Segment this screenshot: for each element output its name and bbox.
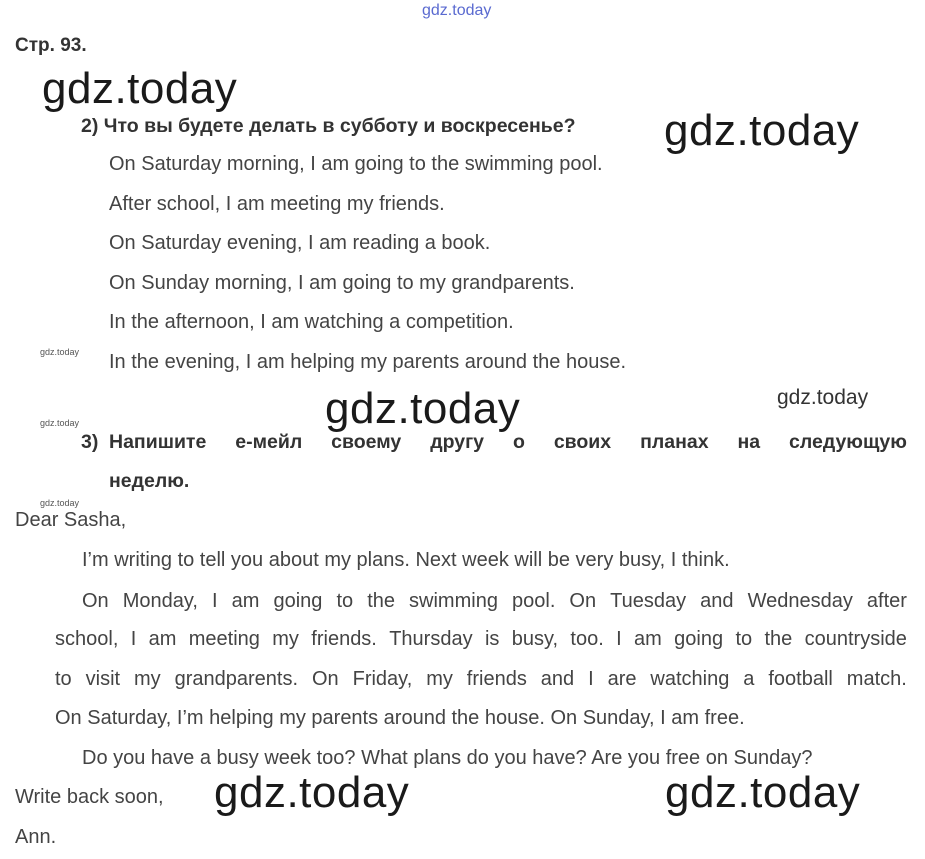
task3-heading-word: следующую <box>789 431 907 453</box>
word: going <box>674 628 724 650</box>
task3-heading-word: о <box>512 431 525 453</box>
letter-paragraph-1: I’m writing to tell you about my plans. Next week will be very busy, I think. <box>82 549 730 571</box>
watermark-big-3: gdz.today <box>325 384 521 433</box>
word: visit <box>85 668 121 690</box>
word: my <box>426 668 453 690</box>
task2-line: After school, I am meeting my friends. <box>109 193 445 215</box>
word: going <box>273 590 323 612</box>
word: to <box>735 628 753 650</box>
task3-number: 3) <box>81 431 99 453</box>
task3-heading-word: Напишите <box>109 431 207 453</box>
watermark-tiny-2: gdz.today <box>40 418 80 428</box>
watermark-big-5: gdz.today <box>665 768 861 817</box>
task3-heading-word: своих <box>553 431 612 453</box>
word: Friday, <box>352 668 413 690</box>
task2-line: In the afternoon, I am watching a competition. <box>109 311 514 333</box>
word: On <box>82 590 109 612</box>
watermark-big-4: gdz.today <box>214 768 410 817</box>
word: busy, <box>511 628 559 650</box>
word: Wednesday <box>747 590 853 612</box>
task2-heading: 2) Что вы будете делать в субботу и воскресенье? <box>81 115 576 137</box>
word: is <box>484 628 500 650</box>
letter-paragraph-3: Do you have a busy week too? What plans do you have? Are you free on Sunday? <box>82 747 813 769</box>
word: I <box>212 590 218 612</box>
word: too. <box>570 628 604 650</box>
task3-heading-line2: неделю. <box>109 470 190 492</box>
word: am <box>634 628 662 650</box>
word: are <box>607 668 637 690</box>
watermark-medium: gdz.today <box>777 386 869 409</box>
word: On <box>569 590 597 612</box>
word: Thursday <box>389 628 473 650</box>
word: Monday, <box>122 590 198 612</box>
word: am <box>231 590 260 612</box>
page-label: Стр. 93. <box>15 35 87 56</box>
word: the <box>367 590 395 612</box>
watermark-tiny-3: gdz.today <box>40 498 80 508</box>
word: am <box>148 628 177 650</box>
letter-closing: Write back soon, <box>15 786 164 808</box>
word: On <box>311 668 339 690</box>
task3-heading-word: своему <box>331 431 402 453</box>
word: swimming <box>409 590 498 612</box>
word: and <box>540 668 575 690</box>
letter-greeting: Dear Sasha, <box>15 509 127 531</box>
word: I <box>616 628 622 650</box>
task2-line: On Sunday morning, I am going to my grandparents. <box>109 272 575 294</box>
letter-p2-line1 <box>82 589 907 613</box>
word: the <box>764 628 793 650</box>
watermark-tiny-1: gdz.today <box>40 347 80 357</box>
letter-p2-line2 <box>55 627 907 651</box>
word: to <box>55 668 72 690</box>
word: friends. <box>311 628 377 650</box>
word: Tuesday <box>610 590 687 612</box>
task3-heading-word: другу <box>430 431 485 453</box>
task3-heading-word: е-мейл <box>235 431 303 453</box>
word: pool. <box>512 590 556 612</box>
word: I <box>130 628 137 650</box>
task3-heading-word: планах <box>640 431 709 453</box>
word: grandparents. <box>174 668 299 690</box>
word: my <box>272 628 299 650</box>
word: school, <box>55 628 119 650</box>
word: and <box>700 590 734 612</box>
word: my <box>134 668 161 690</box>
word: friends <box>466 668 527 690</box>
word: to <box>336 590 354 612</box>
word: watching <box>650 668 730 690</box>
letter-signature: Ann. <box>15 826 57 848</box>
task3-heading-line1 <box>109 431 907 454</box>
task2-line: On Saturday evening, I am reading a book. <box>109 232 491 254</box>
task2-line: In the evening, I am helping my parents around the house. <box>109 351 627 373</box>
word: I <box>588 668 594 690</box>
letter-p2-line3 <box>55 667 907 691</box>
watermark-top: gdz.today <box>422 2 492 19</box>
word: football <box>768 668 833 690</box>
task3-heading-word: на <box>737 431 761 453</box>
letter-p2-line4: On Saturday, I’m helping my parents around the house. On Sunday, I am free. <box>55 707 745 729</box>
word: a <box>743 668 755 690</box>
watermark-big-2: gdz.today <box>664 106 860 155</box>
word: countryside <box>804 628 907 650</box>
task2-line: On Saturday morning, I am going to the swimming pool. <box>109 153 603 175</box>
word: meeting <box>188 628 260 650</box>
word: match. <box>846 668 907 690</box>
word: after <box>866 590 907 612</box>
watermark-big-1: gdz.today <box>42 64 238 113</box>
